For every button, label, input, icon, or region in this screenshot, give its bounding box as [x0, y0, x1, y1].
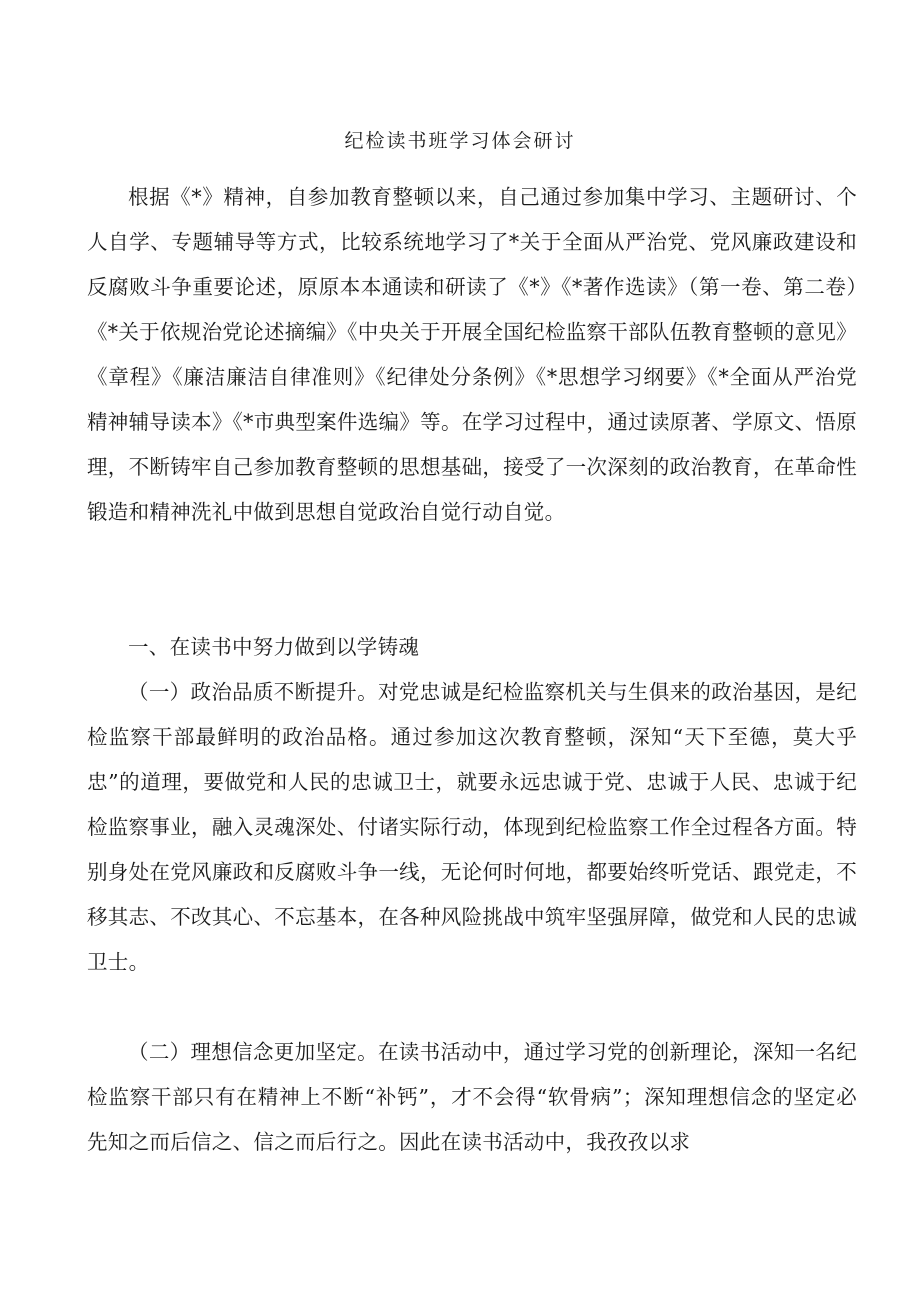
paragraph-political-quality: （一）政治品质不断提升。对党忠诚是纪检监察机关与生俱来的政治基因，是纪检监察干部最鲜明的政治品格。通过参加这次教育整顿，深知“天下至德，莫大乎忠”的道理，要做党和人民的忠诚卫士，就要永远忠诚于党、忠诚于人民、忠诚于纪检监察事业，融入灵魂深处、付诸实际行动，体现到纪检监察工作全过程各方面。特别身处在党风廉政和反腐败斗争一线，无论何时何地，都要始终听党话、跟党走，不移其志、不改其心、不忘基本，在各种风险挑战中筑牢坚强屏障，做党和人民的忠诚卫士。 — [87, 680, 857, 974]
document-title: 纪检读书班学习体会研讨 — [344, 130, 576, 152]
intro-paragraph: 根据《*》精神，自参加教育整顿以来，自己通过参加集中学习、主题研讨、个人自学、专题辅导等方式，比较系统地学习了*关于全面从严治党、党风廉政建设和反腐败斗争重要论述，原原本本通读和研读了《*》《*著作选读》（第一卷、第二卷）《*关于依规治党论述摘编》《中央关于开展全国纪检监察干部队伍教育整顿的意见》《章程》《廉洁廉洁自律准则》《纪律处分条例》《*思想学习纲要》《*全面从严治党精神辅导读本》《*市典型案件选编》等。在学习过程中，通过读原著、学原文、悟原理，不断铸牢自己参加教育整顿的思想基础，接受了一次深刻的政治教育，在革命性锻造和精神洗礼中做到思想自觉政治自觉行动自觉。 — [87, 185, 857, 524]
paragraph-ideals-beliefs: （二）理想信念更加坚定。在读书活动中，通过学习党的创新理论，深知一名纪检监察干部只有在精神上不断“补钙”，才不会得“软骨病”；深知理想信念的坚定必先知之而后信之、信之而后行之。因此在读书活动中，我孜孜以求 — [87, 1040, 857, 1154]
section-heading: 一、在读书中努力做到以学铸魂 — [128, 635, 420, 659]
